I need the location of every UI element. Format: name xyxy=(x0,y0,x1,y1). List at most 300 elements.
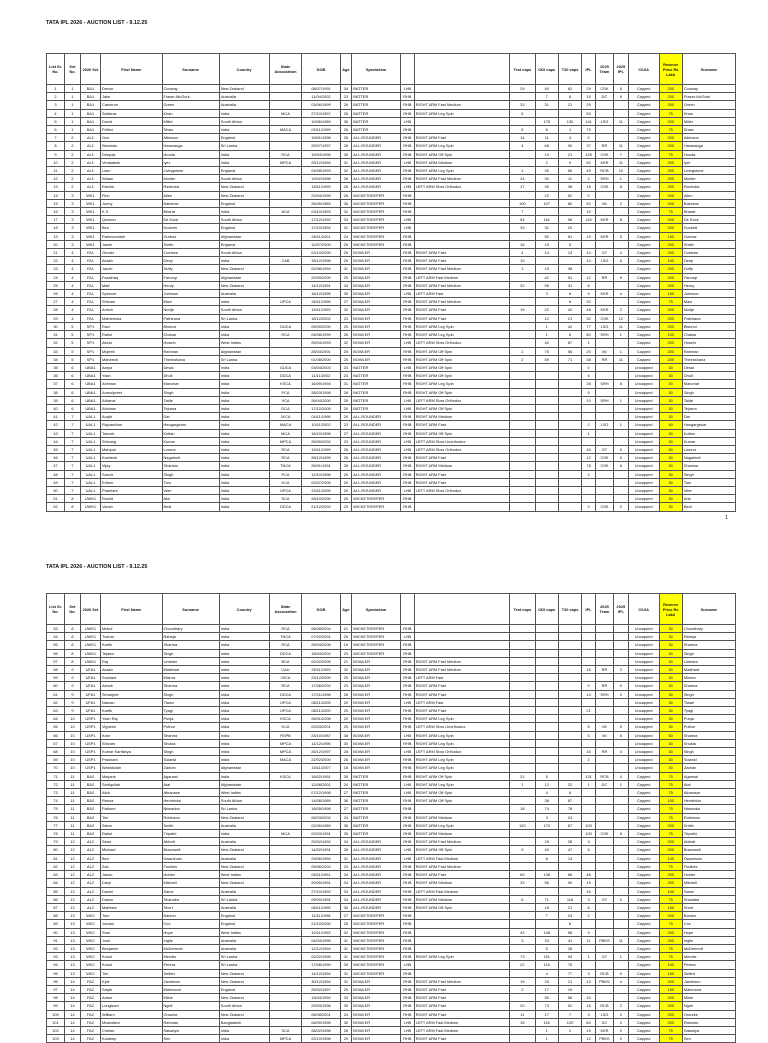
table-cell: PBKS xyxy=(595,1035,613,1043)
table-cell: 36 xyxy=(340,797,352,805)
table-cell: 31 xyxy=(535,224,558,232)
table-cell: 4 xyxy=(510,249,535,257)
table-cell: Rahman xyxy=(682,1018,735,1026)
table-cell xyxy=(613,854,628,862)
table-cell: Tim xyxy=(101,969,162,977)
table-cell xyxy=(510,158,535,166)
table-cell: 02/02/2005 xyxy=(302,657,340,665)
table-cell: 12 xyxy=(65,887,81,895)
table-cell: 40 xyxy=(535,85,558,93)
table-cell xyxy=(582,698,596,706)
table-cell: 14 xyxy=(582,690,596,698)
table-cell xyxy=(510,339,535,347)
table-cell: Singh xyxy=(162,649,219,657)
table-cell: UPCA xyxy=(269,698,302,706)
table-cell xyxy=(510,331,535,339)
table-cell: LSG xyxy=(595,117,613,125)
table-cell: 2 xyxy=(613,199,628,207)
column-header: C/U/A xyxy=(628,594,659,625)
table-cell: Singh xyxy=(162,748,219,756)
table-cell: BATTER xyxy=(352,101,401,109)
table-cell: Pathirana xyxy=(162,314,219,322)
table-cell xyxy=(595,641,613,649)
table-cell xyxy=(535,380,558,388)
table-cell: 12 xyxy=(65,879,81,887)
table-cell: 05/06/2002 xyxy=(302,862,340,870)
table-cell: BA1 xyxy=(80,126,100,134)
table-cell xyxy=(510,723,535,731)
column-header: Surname xyxy=(682,594,735,625)
table-cell: 30 xyxy=(659,437,682,445)
table-cell: 35 xyxy=(340,846,352,854)
table-row xyxy=(47,739,736,747)
table-cell: Shai xyxy=(101,928,162,936)
table-cell xyxy=(269,928,302,936)
table-cell: 11/11/2002 xyxy=(302,372,340,380)
table-cell: RR xyxy=(595,682,613,690)
table-cell: 18/04/2002 xyxy=(302,649,340,657)
table-cell: LHB xyxy=(400,1026,414,1034)
table-cell: UAL1 xyxy=(80,421,100,429)
table-cell: 14 xyxy=(65,994,81,1002)
table-cell: RCA xyxy=(269,331,302,339)
table-cell: 13 xyxy=(65,961,81,969)
table-cell xyxy=(535,495,558,503)
table-cell xyxy=(269,969,302,977)
table-cell: 90 xyxy=(558,879,581,887)
table-cell xyxy=(613,633,628,641)
table-cell xyxy=(613,920,628,928)
table-cell: FA2 xyxy=(80,1018,100,1026)
table-cell: Capped xyxy=(628,199,659,207)
table-cell: 138 xyxy=(535,871,558,879)
table-cell: RIGHT ARM Fast xyxy=(414,454,509,462)
table-cell xyxy=(414,503,509,511)
table-cell: 3 xyxy=(582,1010,596,1018)
table-cell: Ben xyxy=(101,224,162,232)
table-cell: RIGHT ARM Off Spin xyxy=(414,372,509,380)
table-cell: India xyxy=(219,478,269,486)
table-cell: Capped xyxy=(628,969,659,977)
table-cell xyxy=(414,495,509,503)
table-cell: 25 xyxy=(340,674,352,682)
table-cell xyxy=(535,503,558,511)
table-cell: 200 xyxy=(659,936,682,944)
table-cell: RHB xyxy=(400,1010,414,1018)
table-cell: WICKETKEEPER xyxy=(352,191,401,199)
table-cell xyxy=(269,961,302,969)
table-cell: Uncapped xyxy=(628,462,659,470)
table-cell: Capped xyxy=(628,257,659,265)
table-cell: 30 xyxy=(340,1002,352,1010)
table-cell: 61 xyxy=(47,690,65,698)
table-cell: Green xyxy=(682,101,735,109)
table-cell xyxy=(582,641,596,649)
table-cell: RIGHT ARM Fast Medium xyxy=(414,281,509,289)
table-cell: India xyxy=(219,413,269,421)
table-cell: 34 xyxy=(340,281,352,289)
table-cell: WK2 xyxy=(80,936,100,944)
table-cell xyxy=(510,969,535,977)
table-cell: Banton xyxy=(162,912,219,920)
table-cell: 200 xyxy=(659,224,682,232)
table-row xyxy=(47,257,736,265)
table-cell: 6 xyxy=(582,903,596,911)
table-cell: De Kock xyxy=(162,216,219,224)
table-cell: 30 xyxy=(659,723,682,731)
table-cell: RHB xyxy=(400,380,414,388)
table-cell: RHB xyxy=(400,372,414,380)
table-cell: Matheesha xyxy=(101,314,162,322)
table-cell: UWK1 xyxy=(80,649,100,657)
table-cell: 200 xyxy=(659,879,682,887)
table-cell: Vijay xyxy=(101,462,162,470)
table-cell xyxy=(269,232,302,240)
table-cell: 75 xyxy=(659,895,682,903)
table-body xyxy=(47,85,736,512)
table-cell xyxy=(558,657,581,665)
table-cell: 10 xyxy=(65,748,81,756)
table-cell: RHB xyxy=(400,953,414,961)
table-cell: BA1 xyxy=(80,101,100,109)
table-cell xyxy=(595,413,613,421)
table-cell: 04/03/1995 xyxy=(302,936,340,944)
table-cell: 62 xyxy=(558,85,581,93)
table-row xyxy=(47,85,736,93)
table-cell: 29 xyxy=(535,838,558,846)
table-cell: 28 xyxy=(340,690,352,698)
table-cell: WK2 xyxy=(80,928,100,936)
table-cell: Kyle xyxy=(101,977,162,985)
table-cell: ALL-ROUNDER xyxy=(352,903,401,911)
table-cell: South Africa xyxy=(219,117,269,125)
table-cell: 1 xyxy=(47,85,65,93)
table-cell: 12 xyxy=(65,854,81,862)
table-cell: BOWLER xyxy=(352,698,401,706)
table-cell: Tripathi xyxy=(682,830,735,838)
table-cell: 25 xyxy=(340,273,352,281)
table-cell: 8 xyxy=(613,380,628,388)
table-cell: 34 xyxy=(340,879,352,887)
table-cell: Capped xyxy=(628,862,659,870)
table-cell: 21 xyxy=(47,249,65,257)
table-cell xyxy=(595,633,613,641)
table-cell: Nissanka xyxy=(682,805,735,813)
table-cell xyxy=(613,994,628,1002)
table-cell: Uncapped xyxy=(628,372,659,380)
table-cell: 27/10/1997 xyxy=(302,109,340,117)
table-cell: 17/10/1994 xyxy=(302,224,340,232)
table-row xyxy=(47,797,736,805)
table-cell: 200 xyxy=(659,306,682,314)
table-cell: UAL1 xyxy=(80,429,100,437)
table-cell: Matt xyxy=(101,281,162,289)
table-cell: SCA xyxy=(269,1026,302,1034)
table-cell: 200 xyxy=(659,1010,682,1018)
table-cell: LHB xyxy=(400,363,414,371)
table-cell: 0 xyxy=(582,503,596,511)
table-cell: RHB xyxy=(400,199,414,207)
table-cell: Atal xyxy=(162,780,219,788)
table-row xyxy=(47,216,736,224)
table-cell: 6 xyxy=(535,854,558,862)
table-cell: 35 xyxy=(340,961,352,969)
table-cell: Seifert xyxy=(162,969,219,977)
table-cell xyxy=(510,117,535,125)
table-cell: 52 xyxy=(47,503,65,511)
table-cell: 11 xyxy=(535,134,558,142)
table-row xyxy=(47,928,736,936)
table-cell: WICKETKEEPER xyxy=(352,224,401,232)
table-row xyxy=(47,961,736,969)
table-cell xyxy=(269,944,302,952)
table-cell: Miller xyxy=(682,117,735,125)
table-cell: Rahman xyxy=(162,1018,219,1026)
table-cell: 4 xyxy=(582,372,596,380)
table-cell: Capped xyxy=(628,961,659,969)
table-cell xyxy=(595,363,613,371)
table-cell: UWK1 xyxy=(80,657,100,665)
table-cell: 75 xyxy=(659,208,682,216)
table-cell: Uncapped xyxy=(628,666,659,674)
table-cell: Perera xyxy=(162,961,219,969)
table-cell xyxy=(414,625,509,633)
table-cell: New Zealand xyxy=(219,281,269,289)
table-cell: RHB xyxy=(400,93,414,101)
table-cell: 38 xyxy=(558,183,581,191)
table-cell: India xyxy=(219,674,269,682)
table-cell: Atal xyxy=(682,780,735,788)
table-cell xyxy=(558,1035,581,1043)
table-cell: RIGHT ARM Off Spin xyxy=(414,355,509,363)
table-cell: 6 xyxy=(65,380,81,388)
table-cell: RIGHT ARM Leg Spin xyxy=(414,109,509,117)
table-cell: 150 xyxy=(659,985,682,993)
table-cell: Capped xyxy=(628,854,659,862)
table-cell: 75 xyxy=(535,347,558,355)
table-cell: 120 xyxy=(558,1018,581,1026)
table-cell: 21/12/2002 xyxy=(302,503,340,511)
table-cell: 79 xyxy=(582,126,596,134)
table-row xyxy=(47,134,736,142)
table-cell: Capped xyxy=(628,879,659,887)
table-cell: 14/12/1991 xyxy=(302,281,340,289)
table-cell: 04/08/1999 xyxy=(302,331,340,339)
table-cell xyxy=(414,126,509,134)
table-cell: BA2 xyxy=(80,797,100,805)
table-cell: RIGHT ARM Leg Spin xyxy=(414,322,509,330)
table-cell: Rajvardhan xyxy=(101,421,162,429)
table-cell: Alick xyxy=(101,789,162,797)
table-cell: 3 xyxy=(613,1010,628,1018)
table-cell: 7 xyxy=(65,462,81,470)
table-cell: ALL-ROUNDER xyxy=(352,478,401,486)
table-cell: Mavi xyxy=(162,298,219,306)
table-cell: 11/11/1998 xyxy=(302,912,340,920)
table-cell: Mitchell xyxy=(162,879,219,887)
table-cell: Uncapped xyxy=(628,404,659,412)
table-cell: RIGHT ARM Medium xyxy=(414,830,509,838)
table-cell: FA1 xyxy=(80,306,100,314)
table-cell: RHB xyxy=(400,265,414,273)
table-cell: 6 xyxy=(558,298,581,306)
table-cell: RHB xyxy=(400,805,414,813)
table-cell xyxy=(510,994,535,1002)
table-cell: Capped xyxy=(628,944,659,952)
table-cell: BATTER xyxy=(352,772,401,780)
column-header: Surname xyxy=(682,54,735,85)
table-cell: MACA xyxy=(269,126,302,134)
table-row xyxy=(47,240,736,248)
table-row xyxy=(47,199,736,207)
table-cell xyxy=(535,437,558,445)
table-cell: 52 xyxy=(558,191,581,199)
table-cell: BOWLER xyxy=(352,331,401,339)
table-cell: 1 xyxy=(510,347,535,355)
table-cell: 11 xyxy=(613,355,628,363)
table-cell xyxy=(510,290,535,298)
table-cell: 75 xyxy=(659,789,682,797)
table-cell: 15/12/1996 xyxy=(302,257,340,265)
table-cell: 21 xyxy=(340,657,352,665)
table-cell: 9 xyxy=(582,290,596,298)
table-cell: 200 xyxy=(659,199,682,207)
table-cell: India xyxy=(219,723,269,731)
table-cell: MPCA xyxy=(269,437,302,445)
table-cell xyxy=(414,117,509,125)
table-cell: Duffy xyxy=(162,265,219,273)
table-cell: Daryl xyxy=(101,879,162,887)
table-cell: RCB xyxy=(595,969,613,977)
table-cell: ALL-ROUNDER xyxy=(352,895,401,903)
table-row xyxy=(47,175,736,183)
table-cell: Rahul xyxy=(101,331,162,339)
table-cell xyxy=(582,813,596,821)
table-row xyxy=(47,698,736,706)
table-cell: Dhull xyxy=(682,372,735,380)
table-cell: Choudhary xyxy=(682,625,735,633)
table-cell: RIGHT ARM Fast xyxy=(414,1002,509,1010)
table-cell: 30 xyxy=(340,903,352,911)
table-cell: Capped xyxy=(628,994,659,1002)
column-header: Age xyxy=(340,54,352,85)
table-cell xyxy=(510,887,535,895)
table-cell: WK2 xyxy=(80,953,100,961)
table-cell: 16/02/1991 xyxy=(302,772,340,780)
table-cell: 80 xyxy=(582,331,596,339)
table-cell: 10 xyxy=(47,158,65,166)
table-cell: 1 xyxy=(613,421,628,429)
table-cell: AL1 xyxy=(80,142,100,150)
table-cell: USP1 xyxy=(80,731,100,739)
table-cell: FA1 xyxy=(80,281,100,289)
table-cell: RIGHT ARM Off Spin xyxy=(414,347,509,355)
table-cell: 90 xyxy=(47,928,65,936)
table-cell: WK2 xyxy=(80,961,100,969)
table-cell: 74 xyxy=(47,797,65,805)
table-cell: BCA xyxy=(269,657,302,665)
table-cell: 53 xyxy=(47,625,65,633)
table-cell: 75 xyxy=(659,772,682,780)
table-cell: Karn xyxy=(101,731,162,739)
table-cell: 22 xyxy=(510,961,535,969)
table-cell: BOWLER xyxy=(352,1018,401,1026)
table-cell: 31 xyxy=(340,969,352,977)
table-cell: Kusal xyxy=(101,961,162,969)
table-cell: RHB xyxy=(400,101,414,109)
table-cell: Bedi xyxy=(682,503,735,511)
table-cell xyxy=(595,805,613,813)
table-cell: New Zealand xyxy=(219,191,269,199)
table-cell: 25/04/1993 xyxy=(302,339,340,347)
table-row xyxy=(47,339,736,347)
table-cell xyxy=(558,462,581,470)
table-cell: 10 xyxy=(613,167,628,175)
table-row xyxy=(47,109,736,117)
table-cell: 22 xyxy=(535,191,558,199)
table-cell: Capped xyxy=(628,265,659,273)
table-cell: Milne xyxy=(682,994,735,1002)
table-cell: JKCA xyxy=(269,413,302,421)
table-cell: 1 xyxy=(582,429,596,437)
table-cell xyxy=(269,977,302,985)
table-cell: India xyxy=(219,739,269,747)
table-cell: BATTER xyxy=(352,797,401,805)
table-cell: 75 xyxy=(659,944,682,952)
table-cell: Tushar xyxy=(101,633,162,641)
table-cell xyxy=(595,756,613,764)
table-cell xyxy=(510,470,535,478)
table-cell: RHB xyxy=(400,355,414,363)
table-cell: 11 xyxy=(47,167,65,175)
table-cell: 45 xyxy=(47,445,65,453)
table-cell: 30 xyxy=(659,380,682,388)
table-cell: 30 xyxy=(659,707,682,715)
table-cell: Uncapped xyxy=(628,764,659,772)
table-cell: 1 xyxy=(510,167,535,175)
table-cell xyxy=(595,961,613,969)
table-cell: South Africa xyxy=(219,306,269,314)
table-cell xyxy=(582,797,596,805)
table-cell xyxy=(595,191,613,199)
table-cell: BOWLER xyxy=(352,1010,401,1018)
table-cell: UBA1 xyxy=(80,380,100,388)
table-cell: 32 xyxy=(582,314,596,322)
table-cell: ALL-ROUNDER xyxy=(352,846,401,854)
table-cell: Kotian xyxy=(162,429,219,437)
table-cell: 13 xyxy=(65,936,81,944)
table-cell: 18 xyxy=(47,224,65,232)
table-cell: 30 xyxy=(659,682,682,690)
table-cell: UBA1 xyxy=(80,404,100,412)
table-cell: FA1 xyxy=(80,273,100,281)
table-cell: 23 xyxy=(340,93,352,101)
table-cell: 28 xyxy=(340,134,352,142)
table-cell xyxy=(510,273,535,281)
table-cell: 17 xyxy=(47,216,65,224)
table-cell: FA2 xyxy=(80,985,100,993)
table-cell: Uncapped xyxy=(628,445,659,453)
table-cell: UAL1 xyxy=(80,470,100,478)
table-cell xyxy=(595,224,613,232)
table-cell: BOWLER xyxy=(352,281,401,289)
table-row xyxy=(47,445,736,453)
table-cell: 6 xyxy=(535,126,558,134)
table-cell: DDCA xyxy=(269,372,302,380)
table-cell xyxy=(535,388,558,396)
table-cell: 13 xyxy=(65,953,81,961)
table-cell: RHB xyxy=(400,249,414,257)
